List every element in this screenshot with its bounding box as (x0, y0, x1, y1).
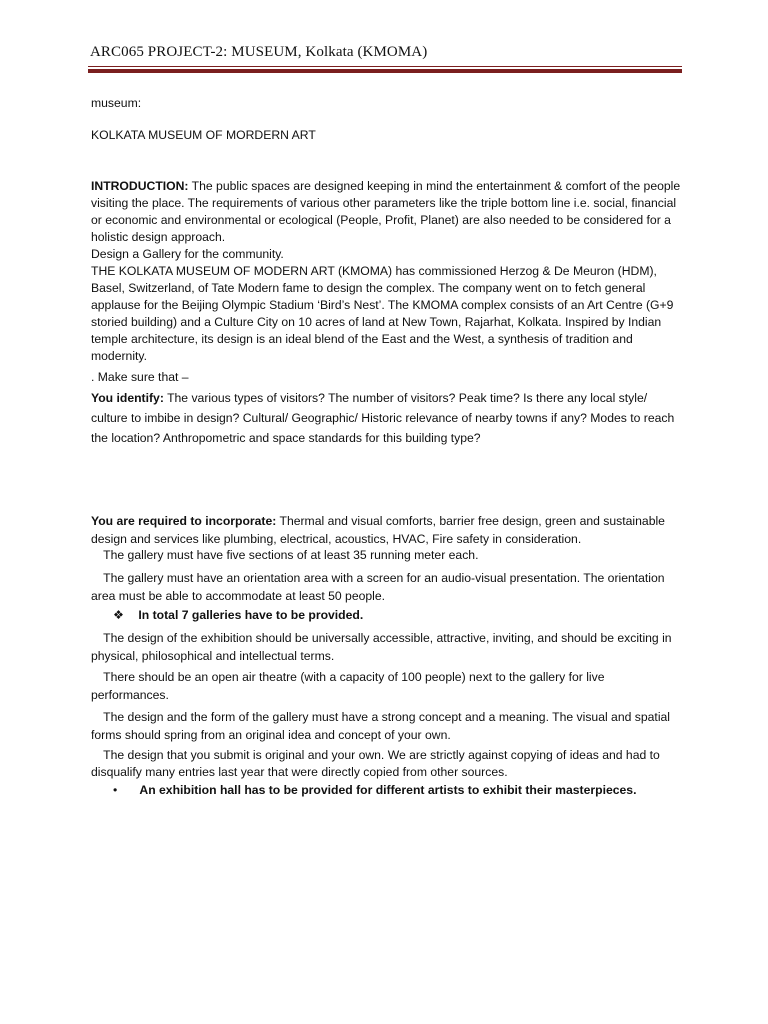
introduction-heading: INTRODUCTION: (91, 179, 189, 193)
make-sure-line: . Make sure that – (91, 370, 189, 384)
list-item-text: The gallery must have an orientation area with a screen for an audio-visual presentation. The orientation area must be able to accommodate at least 50 people. (91, 571, 665, 603)
list-item-text: An exhibition hall has to be provided for different artists to exhibit their masterpieces. (139, 783, 637, 797)
incorporate-paragraph (91, 512, 681, 548)
list-item (113, 782, 683, 799)
list-item (91, 569, 681, 605)
list-item-text: There should be an open air theatre (with a capacity of 100 people) next to the gallery for live performances. (91, 670, 605, 702)
list-item-text: The design that you submit is original and your own. We are strictly against copying of ideas and had to disqualify many entries last year that were directly copied from other sources. (91, 748, 660, 779)
document-header-title: ARC065 PROJECT-2: MUSEUM, Kolkata (KMOMA) (90, 44, 428, 60)
bullet-icon: • (113, 783, 118, 797)
list-item (91, 547, 681, 564)
introduction-text: The public spaces are designed keeping in mind the entertainment & comfort of the people visiting the place. The requirements of various other parameters like the triple bottom line i.e. social, financial or economic and environmental or ecological (People, Profit, Planet) are also needed to be considered for a holistic design approach. (91, 179, 681, 244)
list-item (91, 629, 681, 665)
identify-text: The various types of visitors? The number of visitors? Peak time? Is there any local style/ culture to imbibe in design? Cultural/ Geographic/ Historic relevance of nearby towns if any? Modes to reach the location? Anthropometric and space standards for this building type? (91, 391, 675, 445)
museum-name: KOLKATA MUSEUM OF MORDERN ART (91, 128, 316, 142)
list-item-text: The design and the form of the gallery must have a strong concept and a meaning. The visual and spatial forms should spring from an original idea and concept of your own. (91, 710, 671, 742)
design-gallery-line: Design a Gallery for the community. (91, 247, 284, 261)
header-rule-thin (88, 66, 682, 67)
header-rule-thick (88, 69, 682, 73)
list-item (91, 668, 681, 704)
list-item-text: The gallery must have five sections of at least 35 running meter each. (103, 548, 479, 562)
diamond-bullet-icon: ❖ (113, 608, 124, 622)
identify-paragraph (91, 388, 681, 448)
incorporate-heading: You are required to incorporate: (91, 514, 277, 528)
list-item (113, 607, 673, 624)
list-item-text: In total 7 galleries have to be provided. (138, 608, 364, 622)
list-item-text: The design of the exhibition should be universally accessible, attractive, inviting, and should be exciting in physical, philosophical and intellectual terms. (91, 631, 672, 663)
introduction-paragraph (91, 178, 681, 246)
incorporate-text: Thermal and visual comforts, barrier free design, green and sustainable design and services like plumbing, electrical, acoustics, HVAC, Fire safety in consideration. (91, 514, 665, 546)
museum-label: museum: (91, 96, 142, 110)
identify-heading: You identify: (91, 391, 164, 405)
list-item (91, 747, 681, 781)
list-item (91, 708, 681, 744)
kmoma-paragraph: THE KOLKATA MUSEUM OF MODERN ART (KMOMA) has commissioned Herzog & De Meuron (HDM), Basel, Switzerland, of Tate Modern fame to design the complex. The company went on to fetch general applause for the Beijing Olympic Stadium ‘Bird’s Nest’. The KMOMA complex consists of an Art Centre (G+9 storied building) and a Culture City on 10 acres of land at New Town, Rajarhat, Kolkata. Inspired by Indian temple architecture, its design is an ideal blend of the East and the West, a synthesis of tradition and modernity. (91, 264, 674, 363)
